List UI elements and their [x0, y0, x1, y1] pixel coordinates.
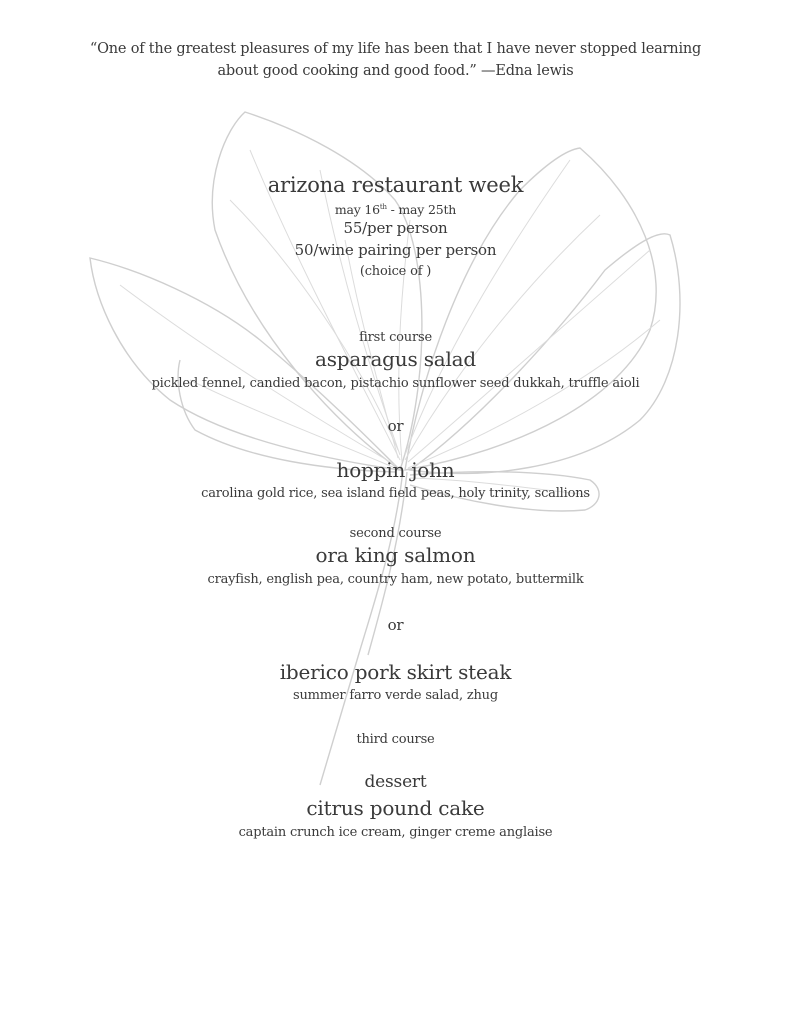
- dish-name-citrus-pound-cake: citrus pound cake: [306, 796, 485, 820]
- menu-dates: [0, 202, 791, 217]
- choice-note: (choice of ): [359, 264, 432, 279]
- dish-name-ora-king-salmon: ora king salmon: [315, 543, 476, 567]
- dish-name-hoppin-john: hoppin john: [336, 458, 455, 482]
- quote-line-2: about good cooking and good food.” —Edna lewis: [217, 63, 574, 79]
- dates-end: - may 25th: [386, 202, 457, 217]
- dish-description-hoppin-john: carolina gold rice, sea island field peas, holy trinity, scallions: [201, 486, 590, 501]
- wine-pairing-price: 50/wine pairing per person: [294, 241, 497, 259]
- dish-name-iberico-pork-skirt-steak: iberico pork skirt steak: [279, 660, 512, 684]
- dish-name-asparagus-salad: asparagus salad: [314, 347, 476, 371]
- or-divider-second-course: or: [387, 616, 404, 634]
- menu-price: 55/per person: [343, 219, 448, 237]
- dessert-heading: dessert: [364, 772, 427, 792]
- dish-description-ora-king-salmon: crayfish, english pea, country ham, new potato, buttermilk: [207, 572, 584, 587]
- first-course-label: first course: [359, 330, 432, 345]
- dish-description-iberico-pork-skirt-steak: summer farro verde salad, zhug: [293, 688, 498, 703]
- second-course-label: second course: [349, 526, 442, 541]
- dish-description-citrus-pound-cake: captain crunch ice cream, ginger creme anglaise: [238, 825, 553, 840]
- menu-title: arizona restaurant week: [267, 173, 524, 197]
- dish-description-asparagus-salad: pickled fennel, candied bacon, pistachio sunflower seed dukkah, truffle aioli: [151, 376, 640, 391]
- third-course-label: third course: [356, 732, 435, 747]
- quote: [0, 38, 791, 82]
- dates-start-suffix: th: [379, 202, 387, 211]
- or-divider-first-course: or: [387, 417, 404, 435]
- quote-line-1: “One of the greatest pleasures of my life has been that I have never stopped learning: [89, 41, 702, 57]
- dates-start: may 16: [334, 202, 380, 217]
